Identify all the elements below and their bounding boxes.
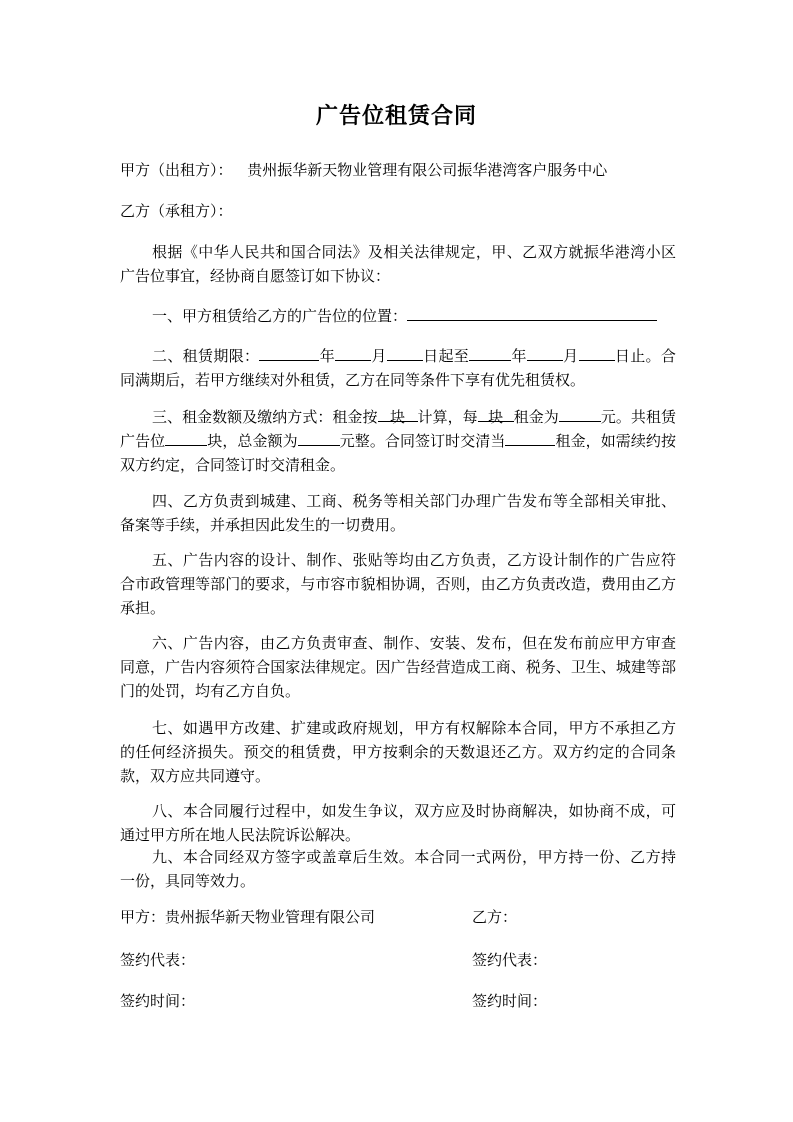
representative-a: 签约代表： [120, 951, 196, 969]
month-label: 月 [371, 347, 387, 365]
start-year-blank [259, 344, 319, 361]
clause-3-part-4: 元。共租赁广告位 [120, 408, 676, 450]
document-title: 广告位租赁合同 [315, 103, 477, 129]
signature-party-b: 乙方： [472, 908, 518, 926]
end-month-blank [527, 344, 563, 361]
total-amount-blank [298, 429, 340, 446]
start-month-blank [335, 344, 371, 361]
day2-label: 日 [614, 347, 631, 365]
year-label: 年 [319, 347, 336, 365]
representative-b: 签约代表： [472, 951, 548, 969]
clause-2 [120, 344, 676, 392]
month2-label: 月 [562, 347, 579, 365]
rent-amount-blank [559, 405, 601, 422]
clause-3-part-3: 租金为 [513, 408, 559, 426]
location-blank [407, 304, 657, 321]
clause-9: 九、本合同经双方签字或盖章后生效。本合同一式两份，甲方持一份、乙方持一份，具同等效力。 [120, 848, 676, 890]
clause-3-part-5: 块，总金额为 [207, 432, 298, 450]
sign-date-a: 签约时间： [120, 992, 196, 1010]
sign-date-b: 签约时间： [472, 992, 548, 1010]
party-a-line [120, 160, 676, 180]
clause-1-text: 一、甲方租赁给乙方的广告位的位置： [152, 307, 408, 325]
clause-4: 四、乙方负责到城建、工商、税务等相关部门办理广告发布等全部相关审批、备案等手续，并承担因此发生的一切费用。 [120, 492, 676, 534]
clause-2-tail: 止。合同满期后，若甲方继续对外租赁，乙方在同等条件下享有优先租赁权。 [120, 347, 676, 389]
clause-5: 五、广告内容的设计、制作、张贴等均由乙方负责，乙方设计制作的广告应符合市政管理等部门的要求，与市容市貌相协调，否则，由乙方负责改造，费用由乙方承担。 [120, 551, 676, 617]
party-b-label: 乙方（承租方）： [120, 202, 233, 220]
period-blank [505, 429, 555, 446]
day-from-label: 日起至 [422, 347, 470, 365]
clause-7: 七、如遇甲方改建、扩建或政府规划，甲方有权解除本合同，甲方不承担乙方的任何经济损失。预交的租赁费，甲方按剩余的天数退还乙方。双方约定的合同条款，双方应共同遵守。 [120, 719, 676, 785]
start-day-blank [387, 344, 423, 361]
clause-3 [120, 405, 676, 477]
clause-3-part-6: 元整。合同签订时交清当 [339, 432, 506, 450]
clause-3-part-1: 三、租金数额及缴纳方式：租金按 [152, 408, 378, 426]
end-year-blank [469, 344, 511, 361]
unit-block-1: 块 [378, 405, 418, 422]
clause-6: 六、广告内容，由乙方负责审查、制作、安装、发布，但在发布前应甲方审查同意，广告内容须符合国家法律规定。因广告经营造成工商、税务、卫生、城建等部门的处罚，均有乙方自负。 [120, 634, 676, 700]
party-a-label: 甲方（出租方）： [120, 161, 233, 179]
ad-count-blank [165, 429, 207, 446]
clause-3-part-2: 计算，每 [417, 408, 478, 426]
party-a-name: 贵州振华新天物业管理有限公司振华港湾客户服务中心 [247, 161, 608, 179]
unit-block-2: 块 [478, 405, 514, 422]
preamble: 根据《中华人民共和国合同法》及相关法律规定，甲、乙双方就振华港湾小区广告位事宜，经协商自愿签订如下协议： [120, 243, 676, 285]
year2-label: 年 [511, 347, 527, 365]
clause-1 [120, 304, 676, 326]
clause-8: 八、本合同履行过程中，如发生争议，双方应及时协商解决，如协商不成，可通过甲方所在地人民法院诉讼解决。 [120, 802, 676, 844]
end-day-blank [579, 344, 615, 361]
party-b-line [120, 201, 676, 221]
signature-party-a: 甲方：贵州振华新天物业管理有限公司 [120, 908, 376, 926]
clause-2-prefix: 二、租赁期限： [152, 347, 260, 365]
clause-3-part-7: 租金，如需续约按双方约定，合同签订时交清租金。 [120, 432, 676, 474]
